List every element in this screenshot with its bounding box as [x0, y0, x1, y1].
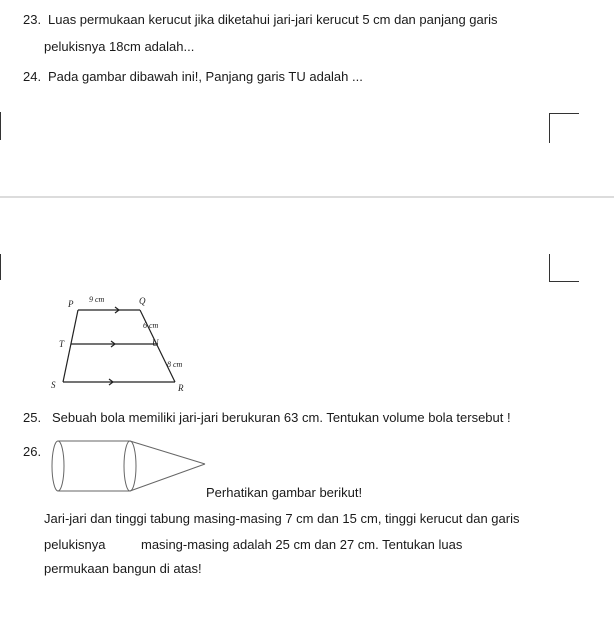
label-t: T: [59, 339, 65, 349]
label-top-length: 9 cm: [89, 295, 105, 304]
q24-text: Pada gambar dibawah ini!, Panjang garis TU adalah ...: [48, 69, 363, 84]
q25-number: 25.: [23, 410, 42, 425]
q26-text-line2a: pelukisnya: [44, 537, 106, 552]
answer-box-right-edge-bottom: [549, 254, 550, 282]
q25-text: Sebuah bola memiliki jari-jari berukuran 63 cm. Tentukan volume bola tersebut !: [52, 410, 511, 425]
label-u: U: [152, 338, 159, 348]
label-q: Q: [139, 296, 146, 306]
cylinder-right-base: [124, 441, 136, 491]
cone-bottom-edge: [130, 464, 205, 491]
cylinder-left-base: [52, 441, 64, 491]
answer-box-left-edge-top: [0, 112, 1, 140]
q26-caption: Perhatikan gambar berikut!: [206, 485, 363, 500]
q24-number: 24.: [23, 69, 42, 84]
label-r: R: [178, 383, 184, 393]
label-lower-right: 8 cm: [167, 360, 183, 369]
trapezoid-figure: [45, 290, 205, 400]
q26-number: 26.: [23, 444, 42, 459]
cylinder-cone-figure: [48, 436, 210, 498]
answer-box-bottom-corner: [549, 281, 579, 282]
answer-box-left-edge-bottom: [0, 254, 1, 280]
q26-text-line3: permukaan bangun di atas!: [44, 561, 202, 576]
q26-text-line1: Jari-jari dan tinggi tabung masing-masing 7 cm dan 15 cm, tinggi kerucut dan garis: [44, 511, 520, 526]
page-divider: [0, 196, 614, 198]
q23-text-line2: pelukisnya 18cm adalah...: [44, 39, 195, 54]
q23-text-line1: Luas permukaan kerucut jika diketahui jari-jari kerucut 5 cm dan panjang garis: [48, 12, 498, 27]
answer-box-top-corner: [549, 113, 579, 114]
q23-number: 23.: [23, 12, 42, 27]
label-p: P: [68, 299, 74, 309]
answer-box-right-edge-top: [549, 113, 550, 143]
q26-text-line2b: masing-masing adalah 25 cm dan 27 cm. Tentukan luas: [141, 537, 463, 552]
cone-top-edge: [130, 441, 205, 464]
label-s: S: [51, 380, 56, 390]
line-ps: [63, 310, 78, 382]
label-upper-right: 6 cm: [143, 321, 159, 330]
